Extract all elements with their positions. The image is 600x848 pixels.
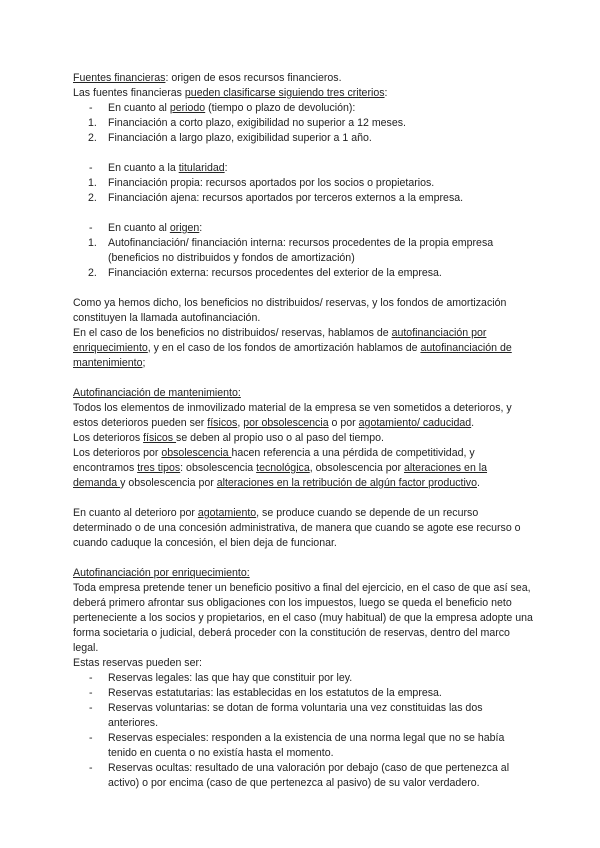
resumen-paragraph: En el caso de los beneficios no distribuidos/ reservas, hablamos de autofinanciación por enriquecimiento, y en el caso de los fondos de amortización hablamos de autofinanciación de mantenimiento; [73,327,512,369]
list-item: 2. Financiación externa: recursos procedentes del exterior de la empresa. [88,267,442,279]
paragraph: Todos los elementos de inmovilizado material de la empresa se ven sometidos a deterioros, y estos deterioros pueden ser físicos, por obsolescencia o por agotamiento/ caducidad. [73,402,512,429]
resumen-paragraph: Como ya hemos dicho, los beneficios no distribuidos/ reservas, y los fondos de amortización constituyen la llamada autofinanciación. [73,297,507,324]
list-item: 1. Autofinanciación/ financiación interna: recursos procedentes de la propia empresa (beneficios no distribuidos y fondos de amortización) [88,237,494,264]
criterio-periodo: - En cuanto al periodo (tiempo o plazo de devolución): [89,102,356,114]
paragraph: Estas reservas pueden ser: [73,657,202,669]
section-heading: Autofinanciación de mantenimiento: [73,387,241,399]
dash-bullet: - [89,102,93,114]
paragraph: Los deterioros por obsolescencia hacen referencia a una pérdida de competitividad, y encontramos tres tipos: obsolescencia tecnológica, obsolescencia por alteraciones en la demanda y obsolescencia por alteraciones en la retribución de algún factor productivo. [73,447,488,489]
paragraph: Los deterioros físicos se deben al propio uso o al paso del tiempo. [73,432,384,444]
dash-bullet: - [89,672,93,684]
dash-bullet: - [89,762,93,774]
list-item: - Reservas legales: las que hay que constituir por ley. [89,672,353,684]
fuentes-intro: Fuentes financieras: origen de esos recursos financieros. [73,72,342,84]
list-item: - Reservas voluntarias: se dotan de forma voluntaria una vez constituidas las dos anteriores. [89,702,483,729]
list-item: - Reservas ocultas: resultado de una valoración por debajo (caso de que pertenezca al activo) o por encima (caso de que pertenezca al pasivo) de su valor verdadero. [89,762,510,789]
dash-bullet: - [89,687,93,699]
document-body [73,71,533,791]
list-item: 2. Financiación ajena: recursos aportados por terceros externos a la empresa. [88,192,464,204]
section-heading: Autofinanciación por enriquecimiento: [73,567,250,579]
dash-bullet: - [89,162,93,174]
fuentes-title: Fuentes financieras [73,72,166,84]
dash-bullet: - [89,732,93,744]
dash-bullet: - [89,702,93,714]
list-item: - Reservas especiales: responden a la existencia de una norma legal que no se había tenido en cuenta o no existía hasta el momento. [89,732,505,759]
list-item: 1. Financiación propia: recursos aportados por los socios o propietarios. [88,177,435,189]
list-item: - Reservas estatutarias: las establecidas en los estatutos de la empresa. [89,687,442,699]
dash-bullet: - [89,222,93,234]
list-item: 1. Financiación a corto plazo, exigibilidad no superior a 12 meses. [88,117,406,129]
paragraph: Toda empresa pretende tener un beneficio positivo a final del ejercicio, en el caso de que así sea, deberá primero afrontar sus obligaciones con los impuestos, luego se queda el beneficio neto perteneciente a los socios y propietarios, en el caso (muy habitual) de que la empresa adopte una forma societaria o judicial, deberá proceder con la constitución de reservas, dentro del marco legal. [73,582,533,654]
criterio-titularidad: - En cuanto a la titularidad: [89,162,228,174]
list-item: 2. Financiación a largo plazo, exigibilidad superior a 1 año. [88,132,372,144]
fuentes-criterios: Las fuentes financieras pueden clasificarse siguiendo tres criterios: [73,87,388,99]
criterio-origen: - En cuanto al origen: [89,222,203,234]
paragraph: En cuanto al deterioro por agotamiento, se produce cuando se depende de un recurso determinado o de una concesión administrativa, de manera que cuando se agote ese recurso o cuando caduque la concesión, el bien deja de funcionar. [73,507,521,549]
